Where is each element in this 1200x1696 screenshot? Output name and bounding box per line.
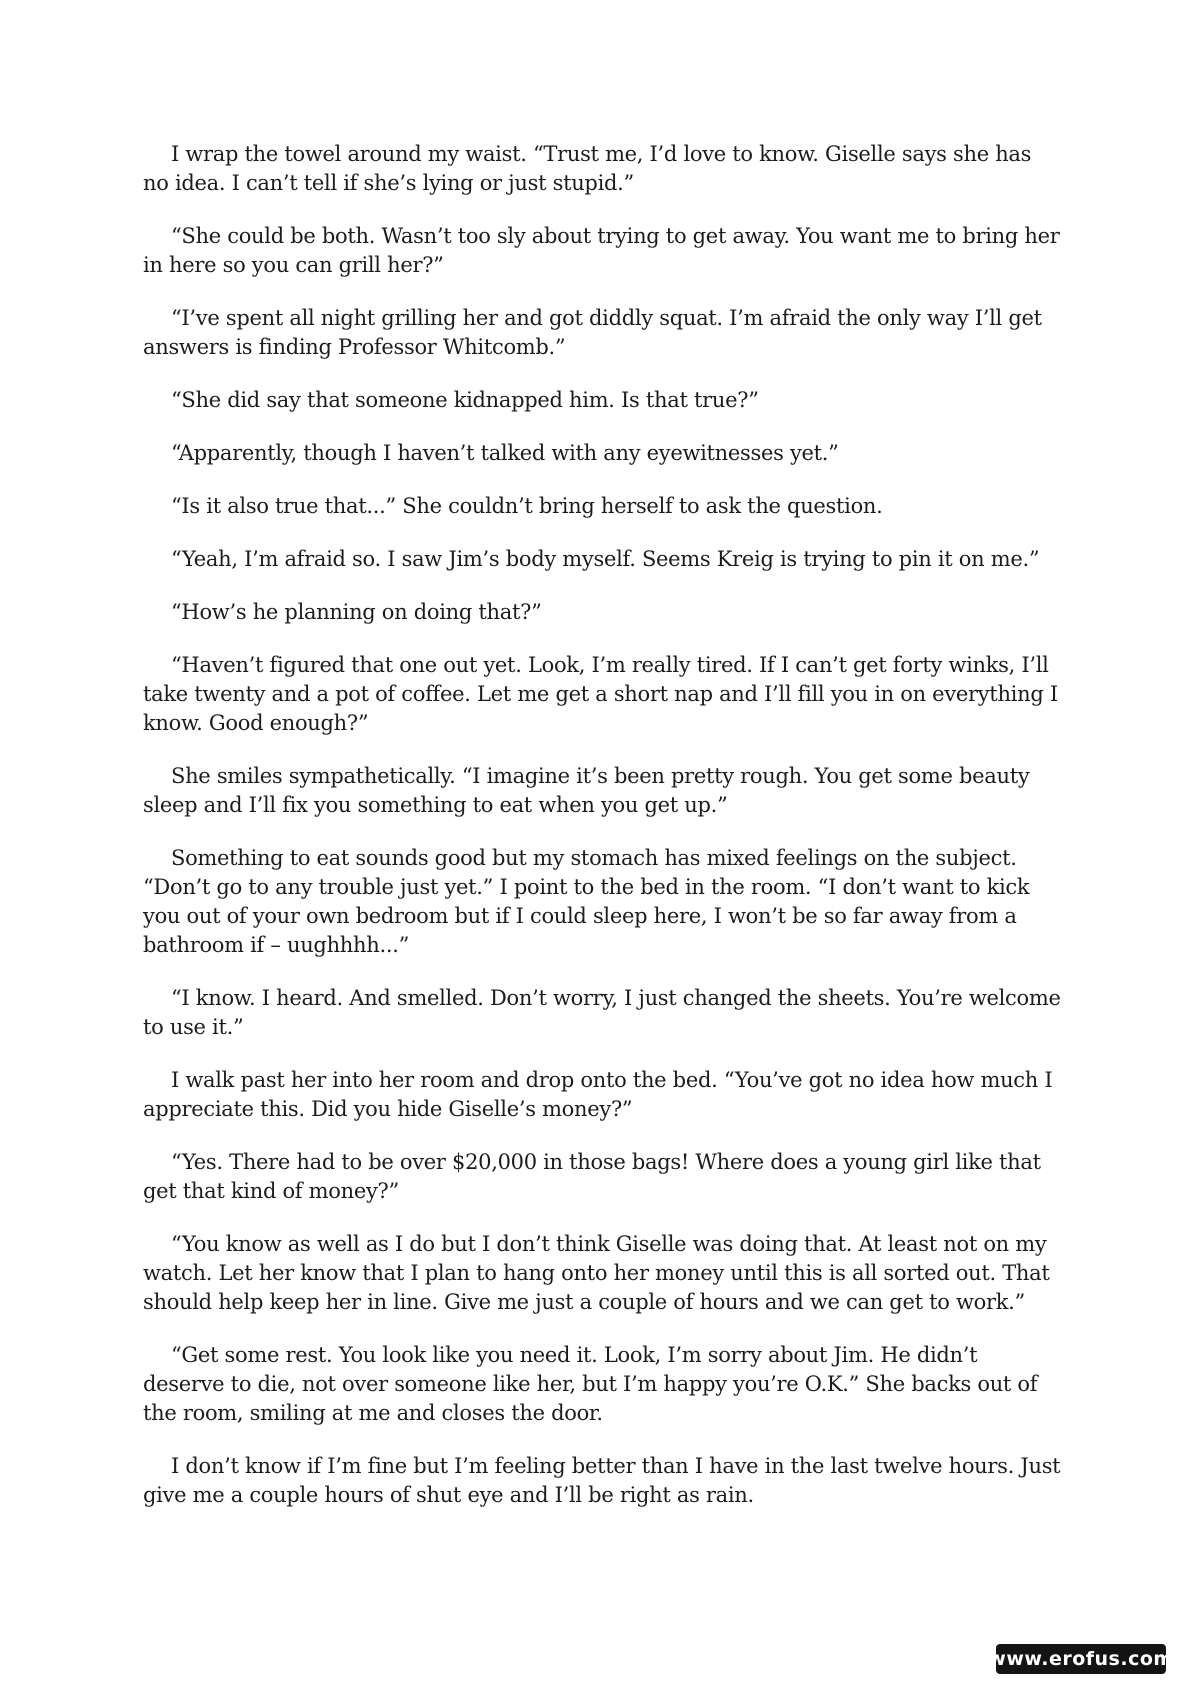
paragraph: “She did say that someone kidnapped him. Is that true?” bbox=[171, 388, 759, 412]
paragraph: I wrap the towel around my waist. “Trust me, I’d love to know. Giselle says she has no idea. I can’t tell if she’s lying or just stupid.” bbox=[143, 142, 1032, 195]
paragraph: She smiles sympathetically. “I imagine it’s been pretty rough. You get some beauty sleep and I’ll fix you something to eat when you get up.” bbox=[143, 764, 1030, 817]
paragraph: “You know as well as I do but I don’t think Giselle was doing that. At least not on my watch. Let her know that I plan to hang onto her money until this is all sorted out. That should help keep her in line. Give me just a couple of hours and we can get to work.” bbox=[143, 1232, 1050, 1314]
paragraph: “Yes. There had to be over $20,000 in those bags! Where does a young girl like that get that kind of money?” bbox=[143, 1150, 1041, 1203]
paragraph: “How’s he planning on doing that?” bbox=[171, 600, 542, 624]
paragraph: I don’t know if I’m fine but I’m feeling better than I have in the last twelve hours. Just give me a couple hours of shut eye and I’ll be right as rain. bbox=[143, 1454, 1061, 1507]
paragraph: Something to eat sounds good but my stomach has mixed feelings on the subject. “Don’t go to any trouble just yet.” I point to the bed in the room. “I don’t want to kick you out of your own bedroom but if I could sleep here, I won’t be so far away from a bathroom if – uughhhh...” bbox=[143, 846, 1030, 957]
paragraph: “Yeah, I’m afraid so. I saw Jim’s body myself. Seems Kreig is trying to pin it on me.” bbox=[171, 547, 1040, 571]
paragraph: “I know. I heard. And smelled. Don’t worry, I just changed the sheets. You’re welcome to use it.” bbox=[143, 986, 1061, 1039]
watermark-text: www.erofus.com bbox=[988, 1648, 1174, 1670]
paragraph: I walk past her into her room and drop onto the bed. “You’ve got no idea how much I appreciate this. Did you hide Giselle’s money?” bbox=[143, 1068, 1053, 1121]
paragraph: “Apparently, though I haven’t talked with any eyewitnesses yet.” bbox=[171, 441, 839, 465]
paragraph: “Get some rest. You look like you need it. Look, I’m sorry about Jim. He didn’t deserve to die, not over someone like her, but I’m happy you’re O.K.” She backs out of the room, smiling at me and closes the door. bbox=[143, 1343, 1038, 1425]
body-text bbox=[143, 140, 1063, 1534]
paragraph: “She could be both. Wasn’t too sly about trying to get away. You want me to bring her in here so you can grill her?” bbox=[143, 224, 1060, 277]
paragraph: “I’ve spent all night grilling her and got diddly squat. I’m afraid the only way I’ll get answers is finding Professor Whitcomb.” bbox=[143, 306, 1042, 359]
paragraph: “Is it also true that...” She couldn’t bring herself to ask the question. bbox=[171, 494, 883, 518]
paragraph: “Haven’t figured that one out yet. Look, I’m really tired. If I can’t get forty winks, I’ll take twenty and a pot of coffee. Let me get a short nap and I’ll fill you in on everything I know. Good enough?” bbox=[143, 653, 1058, 735]
watermark-badge bbox=[988, 1644, 1174, 1674]
